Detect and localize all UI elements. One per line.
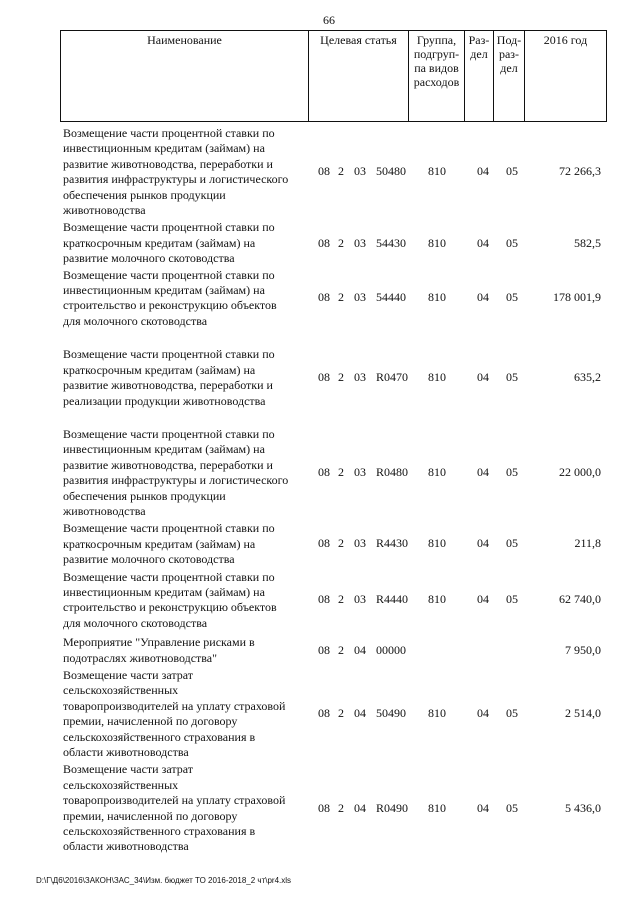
subsection: 05 [506, 235, 518, 250]
page-number: 66 [323, 13, 335, 27]
row-name-line: Возмещение части процентной ставки по [63, 521, 275, 536]
row-name-line: товаропроизводителей на уплату страховой [63, 698, 286, 713]
file-path-footer: D:\Г\Д6\2016\ЗАКОН\ЗАС_34\Изм. бюджет ТО 2016-2018_2 чт\pr4.xls [36, 876, 292, 885]
target-code-1: 08 [318, 642, 330, 657]
target-code-2: 2 [338, 235, 344, 250]
header-group [408, 30, 465, 122]
expense-group: 810 [428, 800, 446, 815]
row-values [60, 290, 608, 306]
amount-2016: 178 001,9 [553, 290, 601, 305]
table-row [60, 668, 608, 760]
budget-table-body [60, 126, 608, 855]
amount-2016: 211,8 [574, 536, 601, 551]
section: 04 [477, 536, 489, 551]
header-razd-line: Раз- [468, 33, 490, 47]
row-values [60, 536, 608, 552]
header-group-line: расходов [413, 75, 460, 89]
row-name-line: Возмещение части затрат [63, 668, 193, 682]
target-code-2: 2 [338, 370, 344, 385]
header-podrazd-line: раз- [498, 47, 520, 61]
row-name-line: развитие животноводства, переработки и [63, 457, 273, 472]
row-values [60, 706, 608, 722]
row-values [60, 465, 608, 481]
row-values [60, 164, 608, 180]
target-code-4: R0490 [376, 800, 409, 815]
expense-group: 810 [428, 290, 446, 305]
header-year-label: 2016 год [543, 33, 588, 47]
row-name-line: животноводства [63, 503, 146, 518]
row-name-line: развитие молочного скотоводства [63, 251, 235, 266]
row-name-line: для молочного скотоводства [63, 615, 208, 630]
target-code-1: 08 [318, 290, 330, 305]
row-name-line: товаропроизводителей на уплату страховой [63, 793, 286, 808]
section: 04 [477, 235, 489, 250]
table-row [60, 635, 608, 666]
row-name-line: сельскохозяйственных [63, 683, 179, 698]
target-code-3: 03 [354, 235, 366, 250]
target-code-3: 03 [354, 164, 366, 179]
target-code-3: 04 [354, 706, 366, 721]
target-code-4: 50490 [376, 706, 406, 721]
header-group-line: подгруп- [413, 47, 460, 61]
row-name-line: Возмещение части процентной ставки по [63, 220, 275, 235]
table-row [60, 521, 608, 567]
header-podrazd [493, 30, 525, 122]
subsection: 05 [506, 465, 518, 480]
row-name-line: обеспечения рынков продукции [63, 488, 226, 503]
target-code-2: 2 [338, 706, 344, 721]
target-code-3: 04 [354, 642, 366, 657]
target-code-2: 2 [338, 800, 344, 815]
target-code-1: 08 [318, 235, 330, 250]
row-name-line: строительство и реконструкцию объектов [63, 600, 277, 615]
table-row [60, 347, 608, 409]
target-code-3: 03 [354, 370, 366, 385]
amount-2016: 62 740,0 [559, 592, 601, 607]
row-name-line: развития инфраструктуры и логистического [63, 473, 289, 488]
section: 04 [477, 800, 489, 815]
section: 04 [477, 164, 489, 179]
target-code-2: 2 [338, 465, 344, 480]
target-code-2: 2 [338, 536, 344, 551]
target-code-4: 00000 [376, 642, 406, 657]
row-name-line: области животноводства [63, 839, 189, 854]
row-name-line: строительство и реконструкцию объектов [63, 298, 277, 313]
header-podrazd-line: Под- [496, 33, 522, 47]
table-row [60, 570, 608, 632]
row-values [60, 592, 608, 608]
table-row [60, 427, 608, 519]
expense-group: 810 [428, 706, 446, 721]
header-podrazd-line: дел [500, 61, 518, 75]
target-code-1: 08 [318, 800, 330, 815]
table-row [60, 268, 608, 330]
row-name-line: Возмещение части процентной ставки по [63, 569, 275, 584]
row-name-line: обеспечения рынков продукции [63, 187, 226, 202]
target-code-4: R4430 [376, 536, 409, 551]
target-code-2: 2 [338, 592, 344, 607]
row-name-line: развитие молочного скотоводства [63, 552, 235, 567]
row-name-line: инвестиционным кредитам (займам) на [63, 584, 265, 599]
row-name-line: инвестиционным кредитам (займам) на [63, 283, 265, 298]
row-name-line: инвестиционным кредитам (займам) на [63, 442, 265, 457]
table-row [60, 126, 608, 218]
target-code-4: 54440 [376, 290, 406, 305]
expense-group: 810 [428, 592, 446, 607]
row-name-line: Возмещение части затрат [63, 762, 193, 777]
row-name-line: Мероприятие "Управление рисками в [63, 635, 255, 650]
header-name-label: Наименование [147, 33, 222, 47]
header-name [60, 30, 309, 122]
header-razd [464, 30, 494, 122]
expense-group: 810 [428, 164, 446, 179]
amount-2016: 7 950,0 [565, 642, 601, 657]
header-year [524, 30, 607, 122]
expense-group: 810 [428, 536, 446, 551]
header-group-line: па видов [414, 61, 459, 75]
expense-group: 810 [428, 370, 446, 385]
row-name-line: развитие животноводства, переработки и [63, 378, 273, 393]
target-code-3: 03 [354, 536, 366, 551]
target-code-2: 2 [338, 164, 344, 179]
row-name-line: Возмещение части процентной ставки по [63, 347, 275, 362]
section: 04 [477, 465, 489, 480]
subsection: 05 [506, 164, 518, 179]
section: 04 [477, 592, 489, 607]
section: 04 [477, 370, 489, 385]
amount-2016: 22 000,0 [559, 465, 601, 480]
subsection: 05 [506, 800, 518, 815]
target-code-3: 04 [354, 800, 366, 815]
target-code-4: R0470 [376, 370, 409, 385]
row-name-line: сельскохозяйственного страхования в [63, 824, 256, 839]
target-code-1: 08 [318, 592, 330, 607]
target-code-1: 08 [318, 706, 330, 721]
header-razd-line: дел [470, 47, 488, 61]
row-name-line: Возмещение части процентной ставки по [63, 126, 275, 140]
target-code-1: 08 [318, 370, 330, 385]
subsection: 05 [506, 592, 518, 607]
section: 04 [477, 290, 489, 305]
amount-2016: 635,2 [574, 370, 601, 385]
amount-2016: 5 436,0 [565, 800, 601, 815]
expense-group: 810 [428, 235, 446, 250]
subsection: 05 [506, 706, 518, 721]
subsection: 05 [506, 536, 518, 551]
target-code-4: 50480 [376, 164, 406, 179]
row-name-line: животноводства [63, 203, 146, 218]
row-name-line: сельскохозяйственных [63, 777, 179, 792]
target-code-1: 08 [318, 164, 330, 179]
row-name-line: Возмещение части процентной ставки по [63, 267, 275, 282]
target-code-2: 2 [338, 290, 344, 305]
header-target-label: Целевая статья [320, 33, 397, 47]
row-name-line: сельскохозяйственного страхования в [63, 729, 256, 744]
header-group-line: Группа, [416, 33, 457, 47]
target-code-3: 03 [354, 465, 366, 480]
target-code-1: 08 [318, 465, 330, 480]
row-name-line: краткосрочным кредитам (займам) на [63, 362, 256, 377]
row-name-line: подотраслях животноводства" [63, 650, 218, 665]
amount-2016: 72 266,3 [559, 164, 601, 179]
target-code-3: 03 [354, 592, 366, 607]
target-code-2: 2 [338, 642, 344, 657]
expense-group: 810 [428, 465, 446, 480]
amount-2016: 2 514,0 [565, 706, 601, 721]
row-name-line: Возмещение части процентной ставки по [63, 426, 275, 441]
target-code-1: 08 [318, 536, 330, 551]
row-name-line: развития инфраструктуры и логистического [63, 172, 289, 187]
target-code-3: 03 [354, 290, 366, 305]
target-code-4: R0480 [376, 465, 409, 480]
row-name-line: краткосрочным кредитам (займам) на [63, 235, 256, 250]
row-name-line: краткосрочным кредитам (займам) на [63, 536, 256, 551]
section: 04 [477, 706, 489, 721]
row-name-line: инвестиционным кредитам (займам) на [63, 141, 265, 156]
table-row [60, 220, 608, 266]
row-values [60, 643, 608, 659]
header-target [308, 30, 409, 122]
subsection: 05 [506, 370, 518, 385]
row-values [60, 801, 608, 817]
table-row [60, 762, 608, 854]
row-name-line: реализации продукции животноводства [63, 393, 266, 408]
target-code-4: 54430 [376, 235, 406, 250]
target-code-4: R4440 [376, 592, 409, 607]
row-name-line: развитие животноводства, переработки и [63, 156, 273, 171]
row-name-line: премии, начисленной по договору [63, 714, 238, 729]
row-values [60, 370, 608, 386]
row-name-line: для молочного скотоводства [63, 313, 208, 328]
row-values [60, 236, 608, 252]
subsection: 05 [506, 290, 518, 305]
row-name-line: премии, начисленной по договору [63, 808, 238, 823]
row-name-line: области животноводства [63, 745, 189, 760]
amount-2016: 582,5 [574, 235, 601, 250]
